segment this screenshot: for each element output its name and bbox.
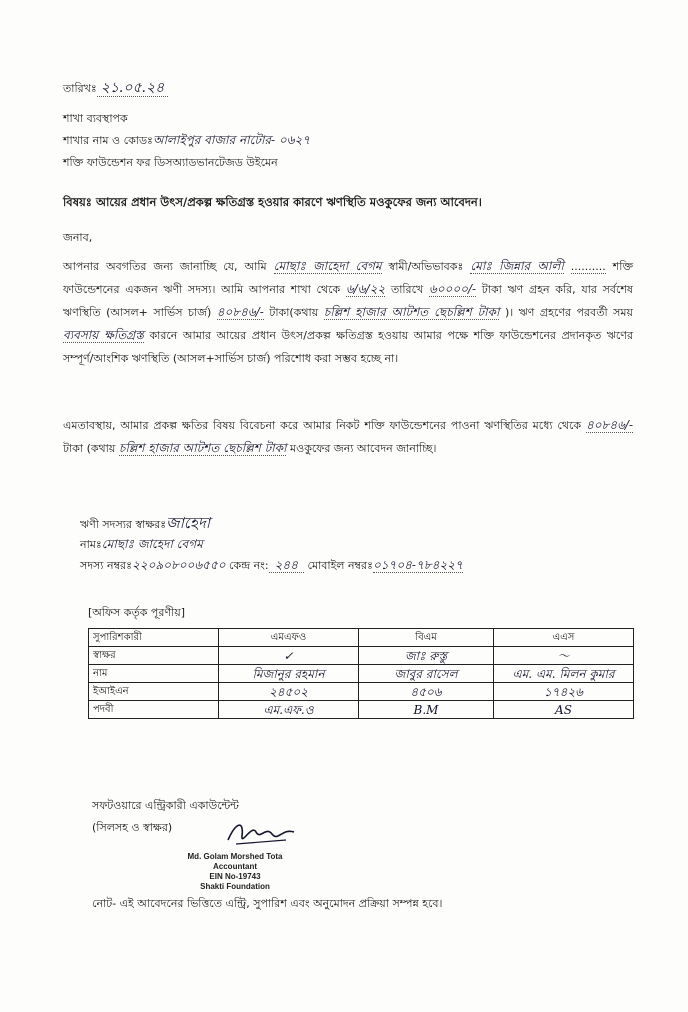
header-as: এএস <box>494 629 634 647</box>
table-cell: ২৪৫০২ <box>219 683 359 701</box>
footer-note: নোট- এই আবেদনের ভিত্তিতে এন্ট্রি, সুপারিশ এবং অনুমোদন প্রক্রিয়া সম্পন্ন হবে। <box>92 897 443 910</box>
table-cell: AS <box>494 701 634 719</box>
borrower-id-row <box>80 558 463 573</box>
reason-handwritten: ব্যবসায় ক্ষতিগ্রস্ত <box>63 328 144 342</box>
member-label: সদস্য নম্বরঃ <box>80 559 132 572</box>
branch-value: আলাইপুর বাজার নাটোর- ০৬২৭ <box>152 133 311 147</box>
borrower-name-handwritten: মোছাঃ জাহেদা বেগম <box>273 259 382 273</box>
row-label: নাম <box>89 665 219 683</box>
p2-text-c: মওকুফের জন্য আবেদন জানাচ্ছি। <box>289 442 437 455</box>
p1-text-b: স্বামী/অভিভাবকঃ <box>388 260 464 273</box>
branch-label: শাখার নাম ও কোডঃ <box>63 134 153 147</box>
table-cell: 〜 <box>494 647 634 665</box>
borrower-name-row <box>80 537 203 552</box>
member-number-value: ২২০৯০৮০০৬৫৫০ <box>131 558 226 572</box>
borrower-name-value: মোছাঃ জাহেদা বেগম <box>101 537 203 551</box>
mobile-label: মোবাইল নম্বরঃ <box>307 559 373 572</box>
accountant-label: সফটওয়ারে এন্ট্রিকারী একাউন্টেন্ট <box>92 799 239 812</box>
borrower-signature-row <box>80 516 210 532</box>
p1-text-g: )। ঋণ গ্রহণের পরবর্তী সময় <box>504 306 633 319</box>
p2-text-b: টাকা (কথায় <box>63 442 116 455</box>
row-label: স্বাক্ষর <box>89 647 219 665</box>
table-cell: B.M <box>359 701 494 719</box>
table-cell: এম. এম. মিলন কুমার <box>494 665 634 683</box>
table-header-row <box>89 629 634 647</box>
salutation: জনাব, <box>63 231 93 244</box>
signature-label: ঋণী সদস্যর স্বাক্ষরঃ <box>80 518 167 531</box>
p2-text-a: এমতাবস্থায়, আমার প্রকল্প ক্ষতির বিষয় বিবেচনা করে আমার নিকট শক্তি ফাউন্ডেশনের পাওনা ঋণস্থিতির মধ্যে থেকে <box>63 419 582 432</box>
header-mfo: এমএফও <box>219 629 359 647</box>
stamp-ein: EIN No-19743 <box>209 872 261 881</box>
row-label: পদবী <box>89 701 219 719</box>
p1-text-e: টাকা ঋণ গ্রহন করি, যার সর্বশেষ ঋণস্থিতি (আসল+ সার্ভিস চার্জ) <box>63 283 633 319</box>
date-label: তারিখঃ <box>63 82 97 95</box>
loan-amount-handwritten: ৬০০০০/- <box>428 282 477 296</box>
paragraph-1: আপনার অবগতির জন্য জানাচ্ছি যে, আমি মোছাঃ জাহেদা বেগম স্বামী/অভিভাবকঃ মোঃ জিন্নার আলী .......... শক্তি ফাউন্ডেশনের একজন ঋণী সদস্য। আমি আপনার শাখা থেকে ৬/৬/২২ তারিখে ৬০০০০/- টাকা ঋণ গ্রহন করি, যার সর্বশেষ ঋণস্থিতি (আসল+ সার্ভিস চার্জ) ৪০৮৪৬/- টাকা(কথায় চল্লিশ হাজার আটশত ছেচল্লিশ টাকা )। ঋণ গ্রহণের পরবর্তী সময় ব্যবসায় ক্ষতিগ্রস্ত কারনে আমার আয়ের প্রধান উৎস/প্রকল্প ক্ষতিগ্রস্ত হওয়ায় আমার পক্ষে শক্তি ফাউন্ডেশনের প্রদানকৃত ঋণের সম্পূর্ণ/আংশিক ঋণস্থিতি (আসল+সার্ভিস চার্জ) পরিশোধ করা সম্ভব হচ্ছে না। <box>63 259 634 365</box>
loan-date-handwritten: ৬/৬/২২ <box>345 282 386 296</box>
date-row <box>63 81 168 96</box>
seal-signature-label: (সিলসহ ও স্বাক্ষর) <box>92 821 173 834</box>
center-label: কেন্দ্র নং: <box>229 559 269 572</box>
table-row <box>89 665 634 683</box>
mobile-number-value: ০১৭০৪-৭৮৪২২৭ <box>372 558 463 572</box>
organization-name: শক্তি ফাউন্ডেশন ফর ডিসঅ্যাডভানটেজড উইমেন <box>63 156 278 169</box>
p1-text-f: টাকা(কথায় <box>269 306 319 319</box>
table-cell: ১৭৪২৬ <box>494 683 634 701</box>
center-number-value: ২৪৪ <box>269 558 304 573</box>
p1-text-c: শক্তি ফাউন্ডেশনের একজন ঋণী সদস্য। আমি আপনার শাখা থেকে <box>63 260 634 296</box>
table-cell: জাবুর রাসেল <box>359 665 494 683</box>
p1-text-h: কারনে আমার আয়ের প্রধান উৎস/প্রকল্প ক্ষতিগ্রস্ত হওয়ায় আমার পক্ষে শক্তি ফাউন্ডেশনের প্রদানকৃত ঋণের সম্পূর্ণ/আংশিক ঋণস্থিতি (আসল+সার্ভিস চার্জ) পরিশোধ করা সম্ভব হচ্ছে না। <box>63 329 634 365</box>
table-row <box>89 683 634 701</box>
stamp-name: Md. Golam Morshed Tota <box>187 852 283 861</box>
addressee-title: শাখা ব্যবস্থাপক <box>63 112 128 125</box>
paragraph-2 <box>63 414 633 460</box>
table-cell: ✓ <box>219 647 359 665</box>
office-caption: [অফিস কর্তৃক পূরণীয়] <box>88 606 185 619</box>
header-bm: বিএম <box>359 629 494 647</box>
name-label: নামঃ <box>80 538 102 551</box>
office-approval-table <box>88 628 634 719</box>
p1-text-a: আপনার অবগতির জন্য জানাচ্ছি যে, আমি <box>63 260 267 273</box>
table-row <box>89 701 634 719</box>
waiver-amount-handwritten: ৪০৮৪৬/- <box>585 418 634 432</box>
accountant-stamp <box>160 852 310 892</box>
stamp-org: Shakti Foundation <box>200 882 270 891</box>
date-value: ২১.০৫.২৪ <box>97 80 168 97</box>
accountant-signature-icon <box>222 814 300 852</box>
waiver-words-handwritten: চল্লিশ হাজার আটশত ছেচল্লিশ টাকা <box>118 441 287 455</box>
table-row <box>89 647 634 665</box>
amount-words-handwritten: চল্লিশ হাজার আটশত ছেচল্লিশ টাকা <box>323 305 500 319</box>
p1-text-d: তারিখে <box>390 283 424 296</box>
borrower-signature: জাহেদা <box>166 514 211 532</box>
table-cell: ৪৫০৬ <box>359 683 494 701</box>
table-cell: এম.এফ.ও <box>219 701 359 719</box>
branch-row <box>63 133 310 148</box>
subject-line: বিষয়ঃ আয়ের প্রধান উৎস/প্রকল্প ক্ষতিগ্রস্ত হওয়ার কারণে ঋণস্থিতি মওকুফের জন্য আবেদন। <box>63 195 482 209</box>
outstanding-handwritten: ৪০৮৪৬/- <box>216 305 264 319</box>
table-cell: জাঃ রুস্তু <box>359 647 494 665</box>
row-label: ইআইএন <box>89 683 219 701</box>
table-cell: মিজানুর রহমান <box>219 665 359 683</box>
guardian-name-handwritten: মোঃ জিন্নার আলী <box>470 259 564 273</box>
header-recommender: সুপারিশকারী <box>89 629 219 647</box>
stamp-title: Accountant <box>213 862 257 871</box>
